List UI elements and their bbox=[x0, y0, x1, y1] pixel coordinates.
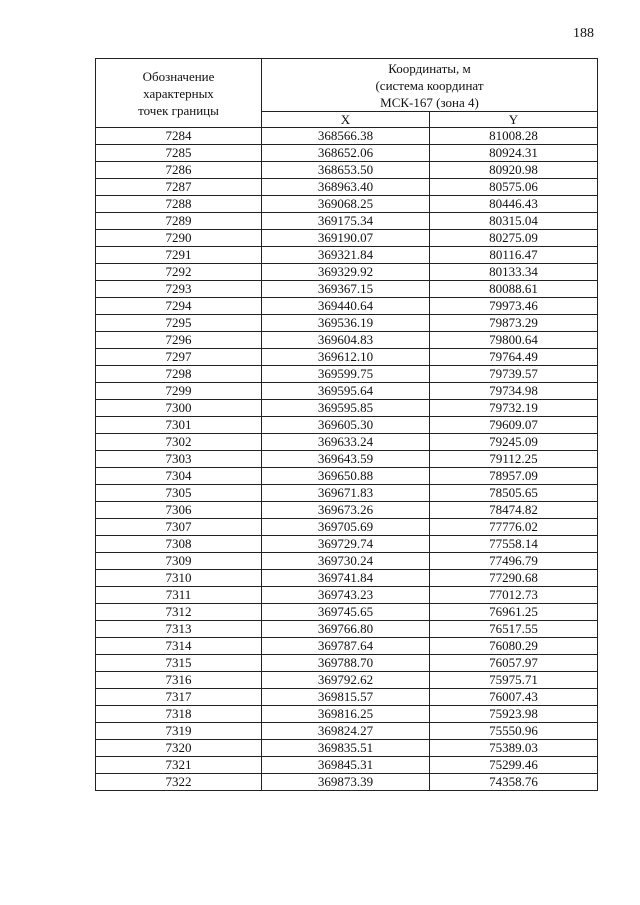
table-row bbox=[96, 570, 598, 587]
table-row bbox=[96, 485, 598, 502]
y-coordinate-cell: 79609.07 bbox=[430, 417, 598, 434]
table-row bbox=[96, 264, 598, 281]
y-coordinate-cell: 78505.65 bbox=[430, 485, 598, 502]
x-coordinate-cell: 369595.64 bbox=[262, 383, 430, 400]
y-coordinate-cell: 77558.14 bbox=[430, 536, 598, 553]
table-row bbox=[96, 128, 598, 145]
table-row bbox=[96, 468, 598, 485]
y-coordinate-cell: 78474.82 bbox=[430, 502, 598, 519]
point-cell: 7321 bbox=[96, 757, 262, 774]
x-coordinate-cell: 369633.24 bbox=[262, 434, 430, 451]
x-coordinate-cell: 369741.84 bbox=[262, 570, 430, 587]
y-coordinate-cell: 79973.46 bbox=[430, 298, 598, 315]
y-coordinate-cell: 77012.73 bbox=[430, 587, 598, 604]
y-coordinate-cell: 79245.09 bbox=[430, 434, 598, 451]
point-cell: 7301 bbox=[96, 417, 262, 434]
table-row bbox=[96, 383, 598, 400]
y-coordinate-cell: 81008.28 bbox=[430, 128, 598, 145]
x-coordinate-cell: 369743.23 bbox=[262, 587, 430, 604]
x-coordinate-cell: 369873.39 bbox=[262, 774, 430, 791]
table-row bbox=[96, 689, 598, 706]
point-cell: 7284 bbox=[96, 128, 262, 145]
x-coordinate-cell: 369595.85 bbox=[262, 400, 430, 417]
point-cell: 7305 bbox=[96, 485, 262, 502]
x-coordinate-cell: 369599.75 bbox=[262, 366, 430, 383]
y-coordinate-cell: 76080.29 bbox=[430, 638, 598, 655]
x-coordinate-cell: 369650.88 bbox=[262, 468, 430, 485]
point-cell: 7299 bbox=[96, 383, 262, 400]
coordinates-table bbox=[95, 58, 598, 791]
y-coordinate-cell: 75923.98 bbox=[430, 706, 598, 723]
x-coordinate-cell: 369321.84 bbox=[262, 247, 430, 264]
x-column-header: X bbox=[262, 112, 430, 128]
table-row bbox=[96, 604, 598, 621]
x-coordinate-cell: 369673.26 bbox=[262, 502, 430, 519]
table-row bbox=[96, 400, 598, 417]
point-cell: 7289 bbox=[96, 213, 262, 230]
y-coordinate-cell: 78957.09 bbox=[430, 468, 598, 485]
x-coordinate-cell: 369068.25 bbox=[262, 196, 430, 213]
x-coordinate-cell: 369845.31 bbox=[262, 757, 430, 774]
point-cell: 7290 bbox=[96, 230, 262, 247]
point-cell: 7287 bbox=[96, 179, 262, 196]
y-coordinate-cell: 80575.06 bbox=[430, 179, 598, 196]
coordinates-group-label: Координаты, м (система координат МСК-167 (зона 4) bbox=[375, 60, 484, 110]
x-coordinate-cell: 368653.50 bbox=[262, 162, 430, 179]
point-cell: 7285 bbox=[96, 145, 262, 162]
point-cell: 7297 bbox=[96, 349, 262, 366]
x-coordinate-cell: 369190.07 bbox=[262, 230, 430, 247]
table-row bbox=[96, 213, 598, 230]
point-cell: 7306 bbox=[96, 502, 262, 519]
table-row bbox=[96, 672, 598, 689]
y-coordinate-cell: 80275.09 bbox=[430, 230, 598, 247]
coordinates-group-header bbox=[262, 59, 598, 112]
point-cell: 7300 bbox=[96, 400, 262, 417]
x-coordinate-cell: 369612.10 bbox=[262, 349, 430, 366]
x-coordinate-cell: 369643.59 bbox=[262, 451, 430, 468]
y-coordinate-cell: 75975.71 bbox=[430, 672, 598, 689]
table-row bbox=[96, 281, 598, 298]
point-cell: 7302 bbox=[96, 434, 262, 451]
y-coordinate-cell: 75299.46 bbox=[430, 757, 598, 774]
y-coordinate-cell: 80116.47 bbox=[430, 247, 598, 264]
table-row bbox=[96, 230, 598, 247]
points-column-label: Обозначение характерных точек границы bbox=[138, 68, 219, 118]
x-coordinate-cell: 369605.30 bbox=[262, 417, 430, 434]
x-coordinate-cell: 369729.74 bbox=[262, 536, 430, 553]
point-cell: 7304 bbox=[96, 468, 262, 485]
table-row bbox=[96, 315, 598, 332]
y-coordinate-cell: 80446.43 bbox=[430, 196, 598, 213]
point-cell: 7310 bbox=[96, 570, 262, 587]
table-row bbox=[96, 587, 598, 604]
table-row bbox=[96, 145, 598, 162]
y-coordinate-cell: 80315.04 bbox=[430, 213, 598, 230]
point-cell: 7292 bbox=[96, 264, 262, 281]
table-row bbox=[96, 723, 598, 740]
x-coordinate-cell: 369816.25 bbox=[262, 706, 430, 723]
table-row bbox=[96, 706, 598, 723]
y-coordinate-cell: 79112.25 bbox=[430, 451, 598, 468]
table-row bbox=[96, 621, 598, 638]
x-coordinate-cell: 369671.83 bbox=[262, 485, 430, 502]
point-cell: 7307 bbox=[96, 519, 262, 536]
y-coordinate-cell: 80924.31 bbox=[430, 145, 598, 162]
table-row bbox=[96, 366, 598, 383]
y-coordinate-cell: 79873.29 bbox=[430, 315, 598, 332]
x-coordinate-cell: 369604.83 bbox=[262, 332, 430, 349]
point-cell: 7318 bbox=[96, 706, 262, 723]
y-coordinate-cell: 79764.49 bbox=[430, 349, 598, 366]
x-coordinate-cell: 368566.38 bbox=[262, 128, 430, 145]
x-coordinate-cell: 369745.65 bbox=[262, 604, 430, 621]
table-row bbox=[96, 162, 598, 179]
table-body bbox=[96, 128, 598, 791]
table-row bbox=[96, 740, 598, 757]
y-coordinate-cell: 75550.96 bbox=[430, 723, 598, 740]
x-coordinate-cell: 369440.64 bbox=[262, 298, 430, 315]
point-cell: 7294 bbox=[96, 298, 262, 315]
point-cell: 7291 bbox=[96, 247, 262, 264]
page-number: 188 bbox=[573, 26, 594, 41]
point-cell: 7315 bbox=[96, 655, 262, 672]
x-coordinate-cell: 369766.80 bbox=[262, 621, 430, 638]
x-coordinate-cell: 369730.24 bbox=[262, 553, 430, 570]
y-coordinate-cell: 79739.57 bbox=[430, 366, 598, 383]
x-coordinate-cell: 369835.51 bbox=[262, 740, 430, 757]
x-coordinate-cell: 369367.15 bbox=[262, 281, 430, 298]
y-coordinate-cell: 76961.25 bbox=[430, 604, 598, 621]
y-coordinate-cell: 79732.19 bbox=[430, 400, 598, 417]
y-coordinate-cell: 76057.97 bbox=[430, 655, 598, 672]
point-cell: 7288 bbox=[96, 196, 262, 213]
table-row bbox=[96, 655, 598, 672]
table-row bbox=[96, 638, 598, 655]
x-coordinate-cell: 369788.70 bbox=[262, 655, 430, 672]
y-column-header: Y bbox=[430, 112, 598, 128]
point-cell: 7322 bbox=[96, 774, 262, 791]
point-cell: 7319 bbox=[96, 723, 262, 740]
x-coordinate-cell: 368652.06 bbox=[262, 145, 430, 162]
point-cell: 7314 bbox=[96, 638, 262, 655]
point-cell: 7286 bbox=[96, 162, 262, 179]
table-row bbox=[96, 502, 598, 519]
point-cell: 7293 bbox=[96, 281, 262, 298]
table-header bbox=[96, 59, 598, 128]
table-row bbox=[96, 774, 598, 791]
table-row bbox=[96, 179, 598, 196]
table-row bbox=[96, 247, 598, 264]
table-row bbox=[96, 553, 598, 570]
table-row bbox=[96, 434, 598, 451]
x-coordinate-cell: 369536.19 bbox=[262, 315, 430, 332]
y-coordinate-cell: 74358.76 bbox=[430, 774, 598, 791]
y-coordinate-cell: 76007.43 bbox=[430, 689, 598, 706]
table-row bbox=[96, 196, 598, 213]
x-coordinate-cell: 369815.57 bbox=[262, 689, 430, 706]
x-coordinate-cell: 369705.69 bbox=[262, 519, 430, 536]
y-coordinate-cell: 77290.68 bbox=[430, 570, 598, 587]
y-coordinate-cell: 76517.55 bbox=[430, 621, 598, 638]
point-cell: 7311 bbox=[96, 587, 262, 604]
point-cell: 7317 bbox=[96, 689, 262, 706]
x-coordinate-cell: 369329.92 bbox=[262, 264, 430, 281]
point-cell: 7295 bbox=[96, 315, 262, 332]
y-coordinate-cell: 80133.34 bbox=[430, 264, 598, 281]
y-coordinate-cell: 79800.64 bbox=[430, 332, 598, 349]
point-cell: 7313 bbox=[96, 621, 262, 638]
x-coordinate-cell: 369175.34 bbox=[262, 213, 430, 230]
y-coordinate-cell: 77496.79 bbox=[430, 553, 598, 570]
table-row bbox=[96, 451, 598, 468]
point-cell: 7316 bbox=[96, 672, 262, 689]
point-cell: 7312 bbox=[96, 604, 262, 621]
table-row bbox=[96, 757, 598, 774]
table-row bbox=[96, 332, 598, 349]
point-cell: 7308 bbox=[96, 536, 262, 553]
y-coordinate-cell: 75389.03 bbox=[430, 740, 598, 757]
y-coordinate-cell: 80088.61 bbox=[430, 281, 598, 298]
x-coordinate-cell: 369792.62 bbox=[262, 672, 430, 689]
table-row bbox=[96, 536, 598, 553]
points-column-header bbox=[96, 59, 262, 128]
point-cell: 7303 bbox=[96, 451, 262, 468]
point-cell: 7298 bbox=[96, 366, 262, 383]
y-coordinate-cell: 79734.98 bbox=[430, 383, 598, 400]
point-cell: 7309 bbox=[96, 553, 262, 570]
table-row bbox=[96, 519, 598, 536]
x-coordinate-cell: 369824.27 bbox=[262, 723, 430, 740]
y-coordinate-cell: 77776.02 bbox=[430, 519, 598, 536]
table-row bbox=[96, 349, 598, 366]
table-row bbox=[96, 417, 598, 434]
point-cell: 7296 bbox=[96, 332, 262, 349]
x-coordinate-cell: 368963.40 bbox=[262, 179, 430, 196]
x-coordinate-cell: 369787.64 bbox=[262, 638, 430, 655]
point-cell: 7320 bbox=[96, 740, 262, 757]
y-coordinate-cell: 80920.98 bbox=[430, 162, 598, 179]
table-row bbox=[96, 298, 598, 315]
